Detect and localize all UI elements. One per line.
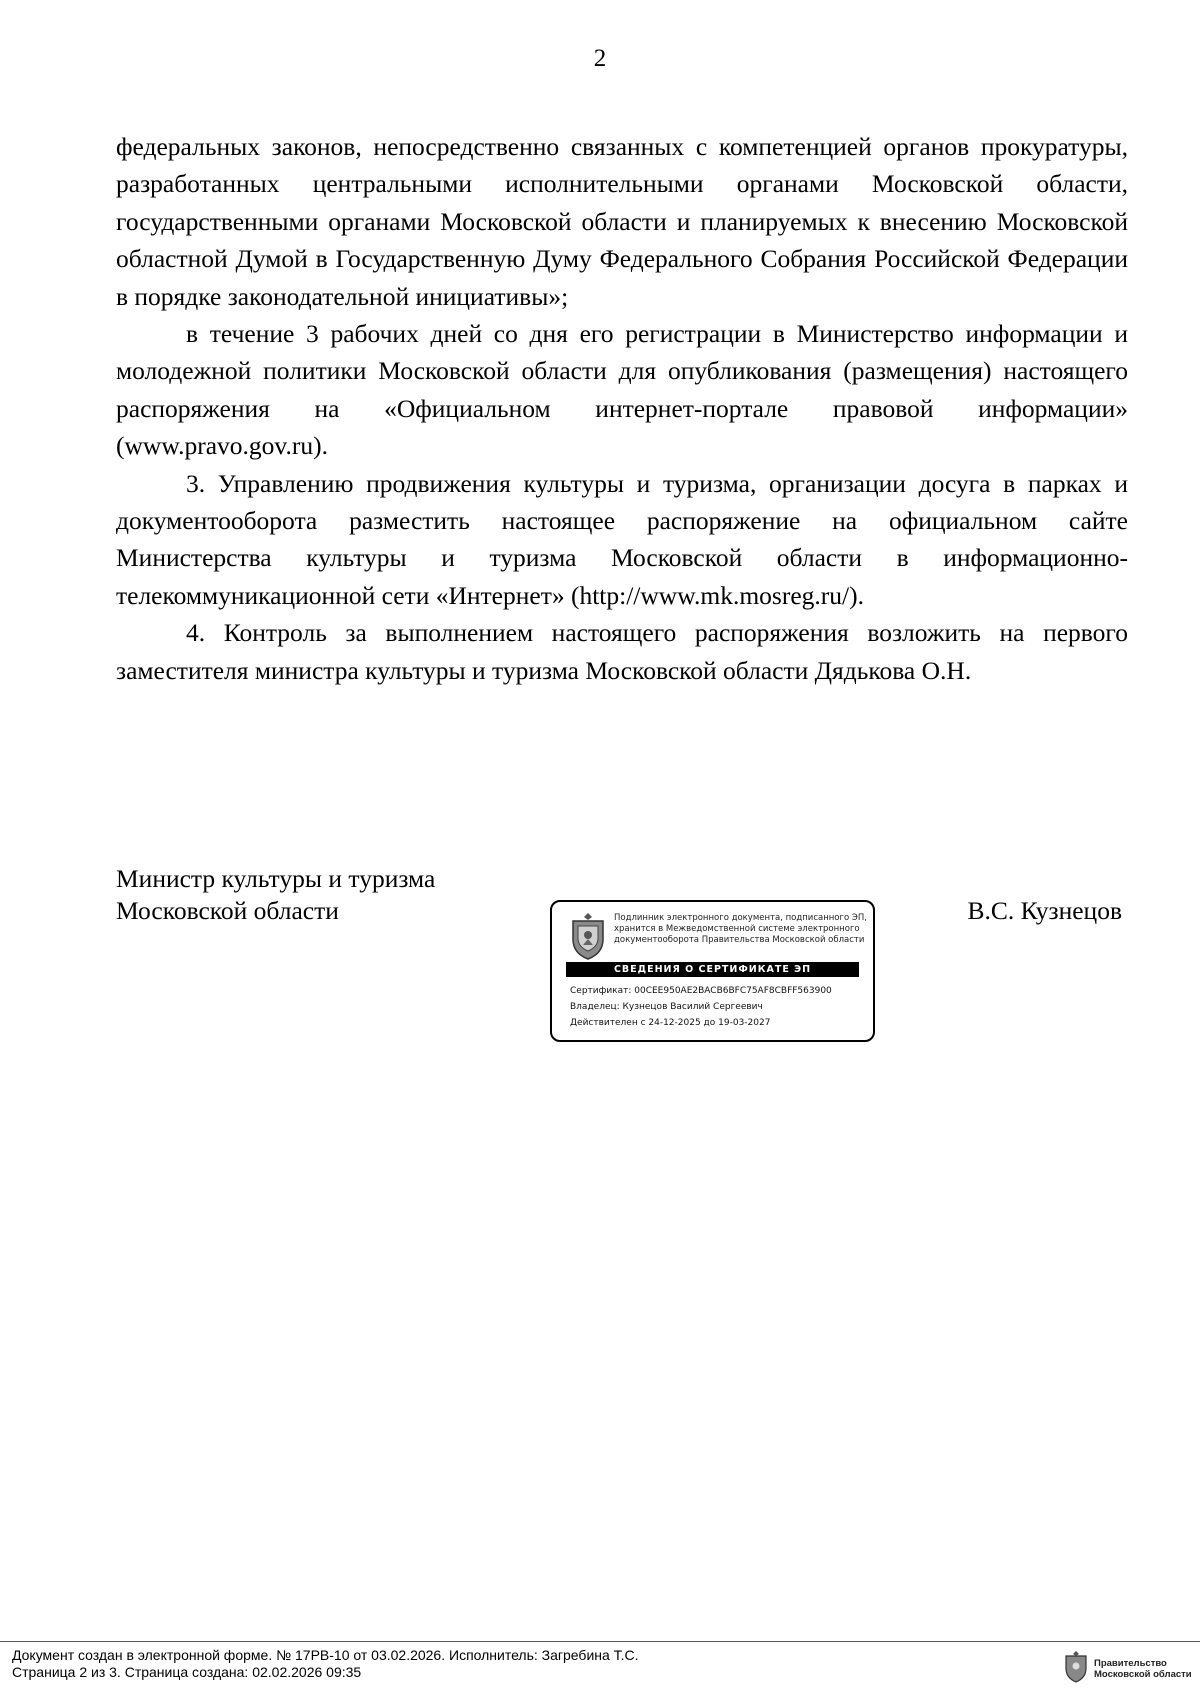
footer-line2: Страница 2 из 3. Страница создана: 02.02.2026 09:35 xyxy=(12,1664,362,1680)
page-number: 2 xyxy=(593,45,607,72)
signer-title xyxy=(116,863,435,927)
stamp-valid: Действителен с 24-12-2025 до 19-03-2027 xyxy=(570,1018,771,1028)
signer-name: В.С. Кузнецов xyxy=(967,896,1122,925)
stamp-owner: Владелец: Кузнецов Василий Сергеевич xyxy=(570,1002,763,1012)
paragraph-publication: в течение 3 рабочих дней со дня его регистрации в Министерство информации и молодежной политики Московской области для опубликования (размещения) настоящего распоряжения на «Официальном интернет-портале правовой информации» (www.pravo.gov.ru). xyxy=(116,319,1128,461)
footer-divider xyxy=(0,1641,1200,1642)
stamp-note xyxy=(614,913,869,946)
coat-of-arms-icon xyxy=(567,911,609,961)
logo-text-line2: Московской области xyxy=(1094,1669,1192,1680)
paragraph-item-3: 3. Управлению продвижения культуры и туризма, организации досуга в парках и документооборота разместить настоящее распоряжение на официальном сайте Министерства культуры и туризма Московской области в информационно-телекоммуникационной сети «Интернет» (http://www.mk.mosreg.ru/). xyxy=(116,468,1128,610)
footer-info xyxy=(12,1647,639,1681)
logo-text-line1: Правительство xyxy=(1094,1658,1167,1669)
signer-title-line2: Московской области xyxy=(116,896,339,925)
government-emblem-icon xyxy=(1062,1650,1090,1684)
footer-line1: Документ создан в электронной форме. № 17РВ-10 от 03.02.2026. Исполнитель: Загребина Т.С. xyxy=(12,1647,639,1663)
stamp-note-line2: хранится в Межведомственной системе электронного xyxy=(614,924,860,934)
document-body xyxy=(116,128,1128,689)
government-logo-text xyxy=(1094,1658,1192,1680)
paragraph-continuation: федеральных законов, непосредственно связанных с компетенцией органов прокуратуры, разработанных центральными исполнительными органами Московской области, государственными органами Московской области и планируемых к внесению Московской областной Думой в Государственную Думу Федерального Собрания Российской Федерации в порядке законодательной инициативы»; xyxy=(116,132,1128,311)
government-logo xyxy=(1062,1648,1192,1688)
stamp-note-line1: Подлинник электронного документа, подписанного ЭП, xyxy=(614,913,867,923)
stamp-note-line3: документооборота Правительства Московской области xyxy=(614,935,865,945)
signer-title-line1: Министр культуры и туризма xyxy=(116,864,436,893)
stamp-header: СВЕДЕНИЯ О СЕРТИФИКАТЕ ЭП xyxy=(566,962,859,977)
electronic-signature-stamp xyxy=(550,900,875,1042)
paragraph-item-4: 4. Контроль за выполнением настоящего распоряжения возложить на первого заместителя министра культуры и туризма Московской области Дядькова О.Н. xyxy=(116,618,1128,685)
stamp-certificate: Сертификат: 00CEE950AE2BACB6BFC75AF8CBFF563900 xyxy=(570,986,832,996)
